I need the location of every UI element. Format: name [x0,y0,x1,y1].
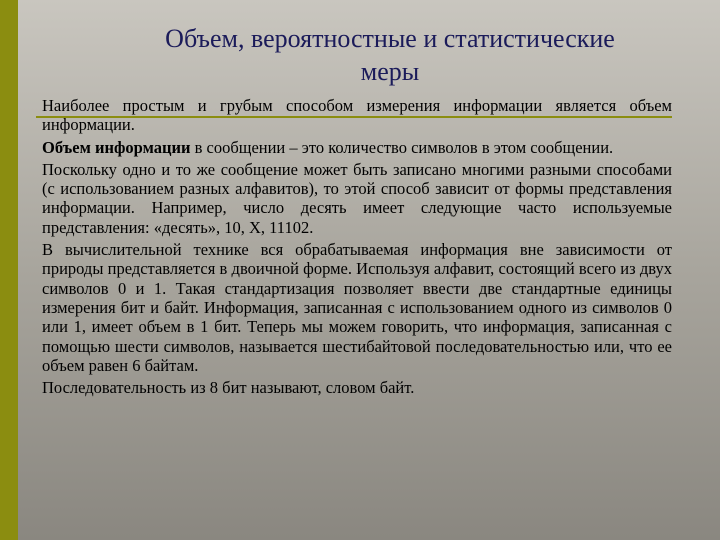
left-accent-bar [0,0,18,540]
slide-title-line-2: меры [360,57,420,86]
slide-title [110,22,670,88]
paragraph-5 [42,378,672,397]
paragraph-3 [42,160,672,237]
paragraph-1-text: Наиболее простым и грубым способом измерения информации является объем информации. [42,96,672,135]
slide-title-line-1: Объем, вероятностные и статистические [165,24,615,53]
paragraph-4 [42,240,672,375]
paragraph-5-text: Последовательность из 8 бит называют, словом байт. [42,378,415,398]
paragraph-2-text: в сообщении – это количество символов в этом сообщении. [190,137,614,157]
slide-body [42,96,672,400]
paragraph-1 [42,96,672,135]
paragraph-2-bold-term: Объем информации [42,137,191,157]
paragraph-2 [42,138,672,157]
paragraph-3-text: Поскольку одно и то же сообщение может быть записано многими разными способами (с использованием разных алфавитов), то этой способ зависит от формы представления информации. Например, число десять имеет следующие часто используемые представления: «десять», 10, X, 11102. [42,159,672,237]
paragraph-4-text: В вычислительной технике вся обрабатываемая информация вне зависимости от природы представляется в двоичной форме. Используя алфавит, состоящий всего из двух символов 0 и 1. Такая стандартизация позволяет ввести две стандартные единицы измерения бит и байт. Информация, записанная с использованием одного из символов 0 или 1, имеет объем в 1 бит. Теперь мы можем говорить, что информация, записанная с помощью шести символов, называется шестибайтовой последовательностью или, что ее объем равен 6 байтам. [42,240,672,375]
